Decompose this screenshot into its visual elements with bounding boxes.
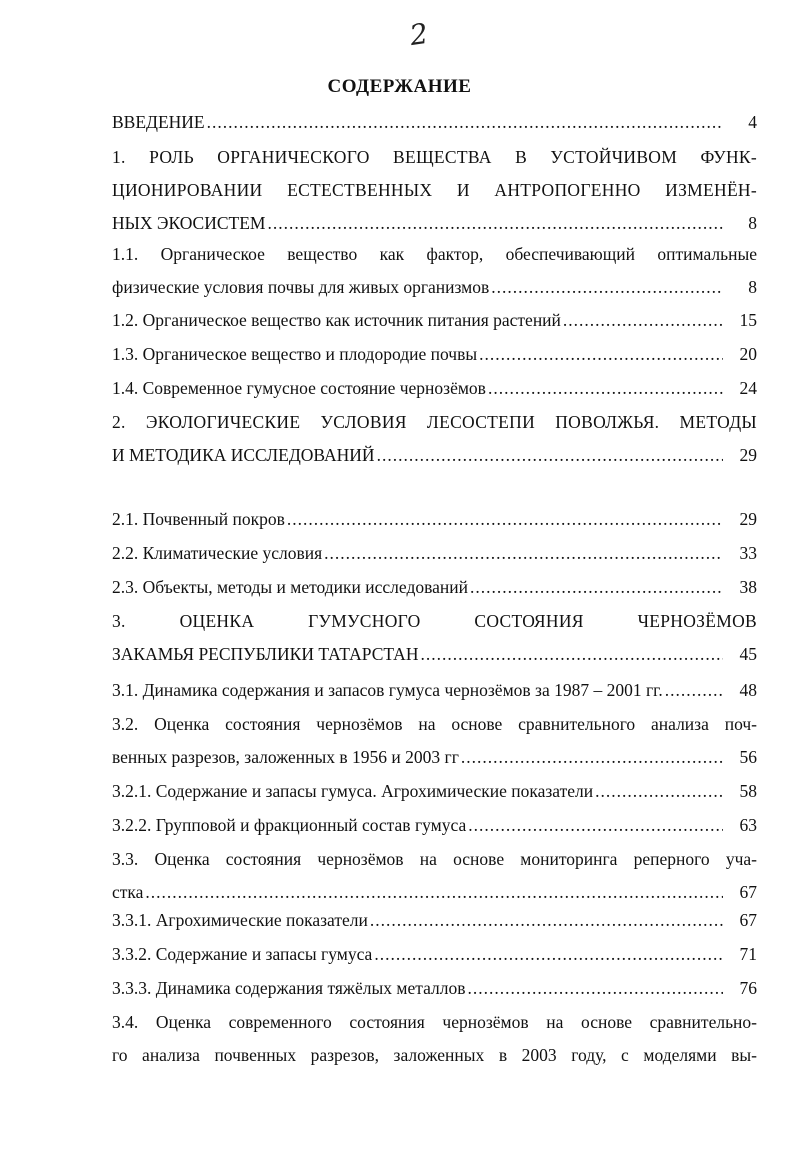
toc-page-number: 48 — [739, 680, 757, 700]
toc-entry-text: 3.3. Оценка состояния чернозёмов на основе мониторинга реперного уча- — [112, 849, 757, 869]
toc-entry-text: 1.2. Органическое вещество как источник питания растений — [112, 310, 561, 330]
toc-page-number: 67 — [739, 910, 757, 930]
toc-entry — [112, 141, 757, 240]
toc-entry-text: го анализа почвенных разрезов, заложенных в 2003 году, с моделями вы- — [112, 1045, 757, 1065]
toc-page-number: 29 — [739, 509, 757, 529]
toc-page-number: 8 — [748, 277, 757, 297]
toc-page-number: 58 — [739, 781, 757, 801]
toc-entry — [112, 843, 757, 909]
toc-entry — [112, 537, 757, 570]
toc-page-number: 8 — [748, 213, 757, 233]
dot-leader — [461, 741, 723, 774]
toc-entry-text: 3.2. Оценка состояния чернозёмов на основе сравнительного анализа поч- — [112, 714, 757, 734]
dot-leader — [377, 439, 723, 472]
page-title: СОДЕРЖАНИЕ — [327, 76, 472, 97]
toc-entry-text: 3.4. Оценка современного состояния чернозёмов на основе сравнительно- — [112, 1012, 757, 1032]
dot-leader — [287, 503, 723, 536]
dot-leader — [370, 904, 723, 937]
toc-entry-text: 2.2. Климатические условия — [112, 543, 323, 563]
toc-entry — [112, 972, 757, 1005]
dot-leader — [595, 775, 723, 808]
dot-leader — [324, 537, 723, 570]
toc-page-number: 29 — [739, 445, 757, 465]
toc-entry-text: физические условия почвы для живых организмов — [112, 277, 490, 297]
toc-entry-text: 1.1. Органическое вещество как фактор, обеспечивающий оптимальные — [112, 244, 757, 264]
toc-page-number: 15 — [739, 310, 757, 330]
toc-entry — [112, 571, 757, 604]
toc-entry — [112, 372, 757, 405]
toc-page-number: 33 — [739, 543, 757, 563]
toc-entry-text: 3.2.1. Содержание и запасы гумуса. Агрохимические показатели — [112, 781, 594, 801]
dot-leader — [468, 972, 724, 1005]
toc-entry — [112, 503, 757, 536]
toc-entry — [112, 238, 757, 304]
toc-entry-text: ЗАКАМЬЯ РЕСПУБЛИКИ ТАТАРСТАН — [112, 644, 419, 664]
toc-page-number: 24 — [739, 378, 757, 398]
toc-page-number: 45 — [739, 644, 757, 664]
handwritten-page-number: 2 — [407, 16, 431, 53]
toc-page-number: 76 — [739, 978, 757, 998]
dot-leader — [563, 304, 723, 337]
toc-entry — [112, 904, 757, 937]
toc-entry — [112, 1006, 757, 1072]
dot-leader — [491, 271, 723, 304]
toc-entry — [112, 338, 757, 371]
toc-entry — [112, 304, 757, 337]
toc-page-number: 38 — [739, 577, 757, 597]
toc-entry-text: 3.1. Динамика содержания и запасов гумуса чернозёмов за 1987 – 2001 гг. — [112, 680, 663, 700]
dot-leader — [374, 938, 723, 971]
toc-page-number: 4 — [748, 112, 757, 132]
toc-entry-text: 3.3.1. Агрохимические показатели — [112, 910, 368, 930]
dot-leader — [479, 338, 723, 371]
toc-entry-text: 2.3. Объекты, методы и методики исследований — [112, 577, 468, 597]
toc-entry-text: ВВЕДЕНИЕ — [112, 112, 205, 132]
toc-entry-text: 1. РОЛЬ ОРГАНИЧЕСКОГО ВЕЩЕСТВА В УСТОЙЧИВОМ ФУНК- — [112, 147, 757, 167]
toc-entry — [112, 809, 757, 842]
toc-page-number: 20 — [739, 344, 757, 364]
toc-page-number: 67 — [739, 882, 757, 902]
toc-page-number: 63 — [739, 815, 757, 835]
toc-entry — [112, 674, 757, 707]
toc-entry-text: 3.3.3. Динамика содержания тяжёлых металлов — [112, 978, 466, 998]
toc-entry-text: венных разрезов, заложенных в 1956 и 2003 гг — [112, 747, 459, 767]
toc-entry-text: И МЕТОДИКА ИССЛЕДОВАНИЙ — [112, 445, 375, 465]
toc-entry-text: 1.4. Современное гумусное состояние чернозёмов — [112, 378, 486, 398]
toc-entry — [112, 938, 757, 971]
toc-entry — [112, 406, 757, 472]
dot-leader — [468, 809, 723, 842]
toc-entry — [112, 605, 757, 671]
toc-entry — [112, 775, 757, 808]
toc-entry-text: 1.3. Органическое вещество и плодородие почвы — [112, 344, 478, 364]
toc-entry — [112, 106, 757, 139]
dot-leader — [420, 638, 723, 671]
toc-entry-text: ЦИОНИРОВАНИИ ЕСТЕСТВЕННЫХ И АНТРОПОГЕННО ИЗМЕНЁН- — [112, 180, 757, 200]
toc-entry-text: 3.3.2. Содержание и запасы гумуса — [112, 944, 373, 964]
dot-leader — [470, 571, 723, 604]
dot-leader — [488, 372, 723, 405]
toc-entry-text: стка — [112, 882, 144, 902]
toc-entry-text: 3. ОЦЕНКА ГУМУСНОГО СОСТОЯНИЯ ЧЕРНОЗЁМОВ — [112, 611, 757, 631]
toc-entry — [112, 708, 757, 774]
dot-leader — [665, 674, 723, 707]
toc-entry-text: 2. ЭКОЛОГИЧЕСКИЕ УСЛОВИЯ ЛЕСОСТЕПИ ПОВОЛЖЬЯ. МЕТОДЫ — [112, 412, 757, 432]
toc-entry-text: НЫХ ЭКОСИСТЕМ — [112, 213, 266, 233]
dot-leader — [207, 106, 723, 139]
toc-entry-text: 2.1. Почвенный покров — [112, 509, 285, 529]
toc-page-number: 71 — [739, 944, 757, 964]
toc-page-number: 56 — [739, 747, 757, 767]
toc-entry-text: 3.2.2. Групповой и фракционный состав гумуса — [112, 815, 467, 835]
dot-leader — [267, 207, 723, 240]
